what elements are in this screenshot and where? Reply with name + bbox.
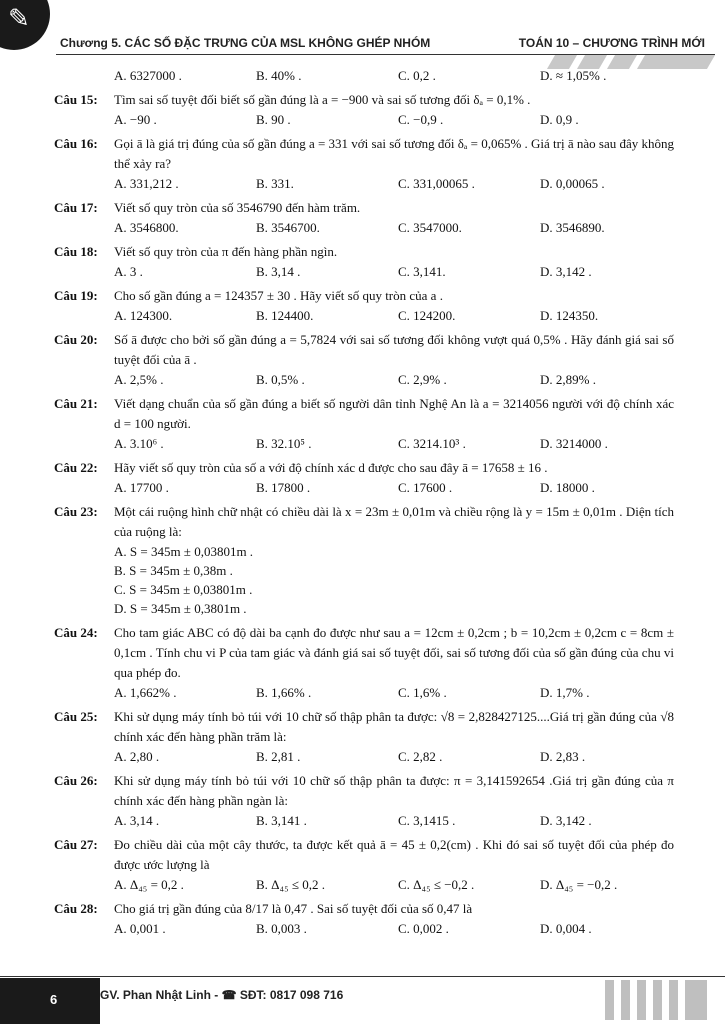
question-text: Đo chiều dài của một cây thước, ta được kết quả ā = 45 ± 0,2(cm) . Khi đó sai số tuyệt đối của phép đo được ước lượng là	[114, 837, 674, 872]
answer-option: D. 0,9 .	[540, 112, 579, 127]
answer-option: D. 18000 .	[540, 480, 595, 495]
answer-option: D. 3546890.	[540, 220, 605, 235]
answer-option: B. 90 .	[256, 112, 291, 127]
answer-options	[114, 811, 674, 830]
answer-option: D. 1,7% .	[540, 685, 590, 700]
answer-option: C. 17600 .	[398, 480, 453, 495]
question-text: Khi sử dụng máy tính bỏ túi với 10 chữ số thập phân ta được: √8 = 2,828427125....Giá trị gần đúng của √8 chính xác đến hàng phần trăm là:	[114, 709, 674, 744]
question-item	[54, 707, 674, 771]
answer-option: B. 32.10⁵ .	[256, 436, 312, 451]
answer-options	[114, 218, 674, 237]
question-text: Gọi ā là giá trị đúng của số gần đúng a = 331 với sai số tương đối δₐ = 0,065% . Giá trị ā nào sau đây không thể xảy ra?	[114, 136, 674, 171]
question-text: Một cái ruộng hình chữ nhật có chiều dài là x = 23m ± 0,01m và chiều rộng là y = 15m ± 0,01m . Diện tích của ruộng là:	[114, 504, 674, 539]
question-text: Cho tam giác ABC có độ dài ba cạnh đo được như sau a = 12cm ± 0,2cm ; b = 10,2cm ± 0,2cm c = 8cm ± 0,1cm . Tính chu vi P của tam giác và đánh giá sai số tuyệt đối, sai số tương đối của số gần đúng của chu vi qua phép đo.	[114, 625, 674, 680]
question-text: Viết số quy tròn của số 3546790 đến hàm trăm.	[114, 200, 361, 215]
answer-option: D. 3,142 .	[540, 813, 592, 828]
question-item	[54, 623, 674, 707]
footer-bars	[605, 980, 715, 1020]
answer-option: B. 124400.	[256, 308, 314, 323]
question-item	[54, 502, 674, 623]
answer-option: D. 3214000 .	[540, 436, 608, 451]
answer-option: C. 0,2 .	[398, 68, 436, 83]
answer-option: A. 17700 .	[114, 480, 169, 495]
answer-option: C. 1,6% .	[398, 685, 447, 700]
question-number: Câu 25:	[54, 709, 98, 724]
answer-option: A. 3,14 .	[114, 813, 160, 828]
answer-option: D. S = 345m ± 0,3801m .	[114, 601, 247, 616]
question-item	[54, 899, 674, 943]
answer-option: C. 0,002 .	[398, 921, 449, 936]
question-item	[54, 198, 674, 242]
answer-option: C. 331,00065 .	[398, 176, 475, 191]
chapter-title: Chương 5. CÁC SỐ ĐẶC TRƯNG CỦA MSL KHÔNG GHÉP NHÓM	[60, 36, 431, 50]
answer-option: C. 3547000.	[398, 220, 462, 235]
answer-option: A. 3546800.	[114, 220, 179, 235]
answer-option: A. 0,001 .	[114, 921, 166, 936]
answer-option: C. 124200.	[398, 308, 456, 323]
answer-option: A. 3 .	[114, 264, 143, 279]
question-number: Câu 16:	[54, 136, 98, 151]
question-item	[54, 458, 674, 502]
footer-divider	[0, 976, 725, 977]
answer-option: D. 0,00065 .	[540, 176, 605, 191]
answer-options	[114, 875, 674, 894]
answer-option: D. 2,83 .	[540, 749, 586, 764]
question-number: Câu 20:	[54, 332, 98, 347]
answer-option: B. 0,003 .	[256, 921, 307, 936]
question-item	[54, 394, 674, 458]
question-number: Câu 22:	[54, 460, 98, 475]
answer-option: B. 3,14 .	[256, 264, 301, 279]
answer-option: D. 3,142 .	[540, 264, 592, 279]
question-text: Tìm sai số tuyệt đối biết số gần đúng là a = −900 và sai số tương đối δₐ = 0,1% .	[114, 92, 531, 107]
answer-options	[114, 306, 674, 325]
author-contact: GV. Phan Nhật Linh - ☎ SĐT: 0817 098 716	[100, 988, 344, 1002]
answer-option: C. 2,82 .	[398, 749, 443, 764]
answer-option: A. 6327000 .	[114, 68, 182, 83]
question-text: Cho giá trị gần đúng của 8/17 là 0,47 . Sai số tuyệt đối của số 0,47 là	[114, 901, 473, 916]
answer-option: C. 3,141.	[398, 264, 446, 279]
answer-option: A. 1,662% .	[114, 685, 177, 700]
question-number: Câu 19:	[54, 288, 98, 303]
question-text: Số ā được cho bởi số gần đúng a = 5,7824 với sai số tương đối không vượt quá 0,5% . Hãy đánh giá sai số tuyệt đối của ā .	[114, 332, 674, 367]
answer-option: B. 40% .	[256, 68, 302, 83]
question-number: Câu 26:	[54, 773, 98, 788]
question-text: Viết dạng chuẩn của số gần đúng a biết số người dân tỉnh Nghệ An là a = 3214056 người với độ chính xác d = 100 người.	[114, 396, 674, 431]
question-number: Câu 17:	[54, 200, 98, 215]
question-number: Câu 28:	[54, 901, 98, 916]
answer-option: B. 2,81 .	[256, 749, 301, 764]
answer-options	[114, 683, 674, 702]
question-text: Cho số gần đúng a = 124357 ± 30 . Hãy viết số quy tròn của a .	[114, 288, 443, 303]
question-item	[54, 286, 674, 330]
answer-option: C. Δ₄₅ ≤ −0,2 .	[398, 877, 475, 892]
answer-option: B. Δ₄₅ ≤ 0,2 .	[256, 877, 325, 892]
answer-option: D. ≈ 1,05% .	[540, 68, 607, 83]
answer-option: D. 0,004 .	[540, 921, 592, 936]
question-number: Câu 27:	[54, 837, 98, 852]
answer-option: A. S = 345m ± 0,03801m .	[114, 544, 254, 559]
answer-option: C. 2,9% .	[398, 372, 447, 387]
question-item	[54, 90, 674, 134]
question-number: Câu 15:	[54, 92, 98, 107]
course-title: TOÁN 10 – CHƯƠNG TRÌNH MỚI	[518, 36, 705, 50]
answer-options	[114, 919, 674, 938]
answer-option: C. −0,9 .	[398, 112, 444, 127]
question-item	[54, 134, 674, 198]
answer-options	[114, 542, 674, 618]
answer-option: B. 331.	[256, 176, 294, 191]
question-item	[54, 66, 674, 90]
answer-option: A. Δ₄₅ = 0,2 .	[114, 877, 184, 892]
question-item	[54, 771, 674, 835]
answer-option: A. 2,5% .	[114, 372, 164, 387]
answer-option: A. 331,212 .	[114, 176, 179, 191]
answer-option: D. 2,89% .	[540, 372, 596, 387]
page-header	[0, 0, 725, 62]
answer-options	[114, 478, 674, 497]
answer-options	[114, 262, 674, 281]
question-number: Câu 18:	[54, 244, 98, 259]
answer-options	[114, 110, 674, 129]
answer-option: A. −90 .	[114, 112, 157, 127]
question-number: Câu 21:	[54, 396, 98, 411]
logo-icon: ✎	[8, 4, 30, 34]
answer-option: B. 0,5% .	[256, 372, 305, 387]
answer-option: A. 124300.	[114, 308, 173, 323]
page-number: 6	[50, 992, 58, 1007]
answer-option: C. 3214.10³ .	[398, 436, 466, 451]
answer-option: D. 124350.	[540, 308, 599, 323]
question-text: Khi sử dụng máy tính bỏ túi với 10 chữ số thập phân ta được: π = 3,141592654 .Giá trị gần đúng của π chính xác đến hàng phần ngàn là:	[114, 773, 674, 808]
answer-options	[114, 747, 674, 766]
question-item	[54, 330, 674, 394]
answer-option: A. 2,80 .	[114, 749, 160, 764]
answer-option: C. S = 345m ± 0,03801m .	[114, 582, 253, 597]
answer-option: B. S = 345m ± 0,38m .	[114, 563, 233, 578]
question-text: Hãy viết số quy tròn của số a với độ chính xác d được cho sau đây ā = 17658 ± 16 .	[114, 460, 548, 475]
answer-option: B. 1,66% .	[256, 685, 312, 700]
answer-option: B. 3546700.	[256, 220, 320, 235]
answer-option: C. 3,1415 .	[398, 813, 456, 828]
question-number: Câu 24:	[54, 625, 98, 640]
question-item	[54, 835, 674, 899]
answer-options	[114, 66, 674, 85]
question-number: Câu 23:	[54, 504, 98, 519]
answer-options	[114, 434, 674, 453]
answer-options	[114, 370, 674, 389]
logo	[0, 0, 50, 50]
answer-option: B. 17800 .	[256, 480, 311, 495]
answer-option: D. Δ₄₅ = −0,2 .	[540, 877, 618, 892]
question-item	[54, 242, 674, 286]
answer-option: A. 3.10⁶ .	[114, 436, 164, 451]
question-list	[54, 66, 674, 943]
answer-options	[114, 174, 674, 193]
answer-option: B. 3,141 .	[256, 813, 307, 828]
question-text: Viết số quy tròn của π đến hàng phần ngìn.	[114, 244, 338, 259]
